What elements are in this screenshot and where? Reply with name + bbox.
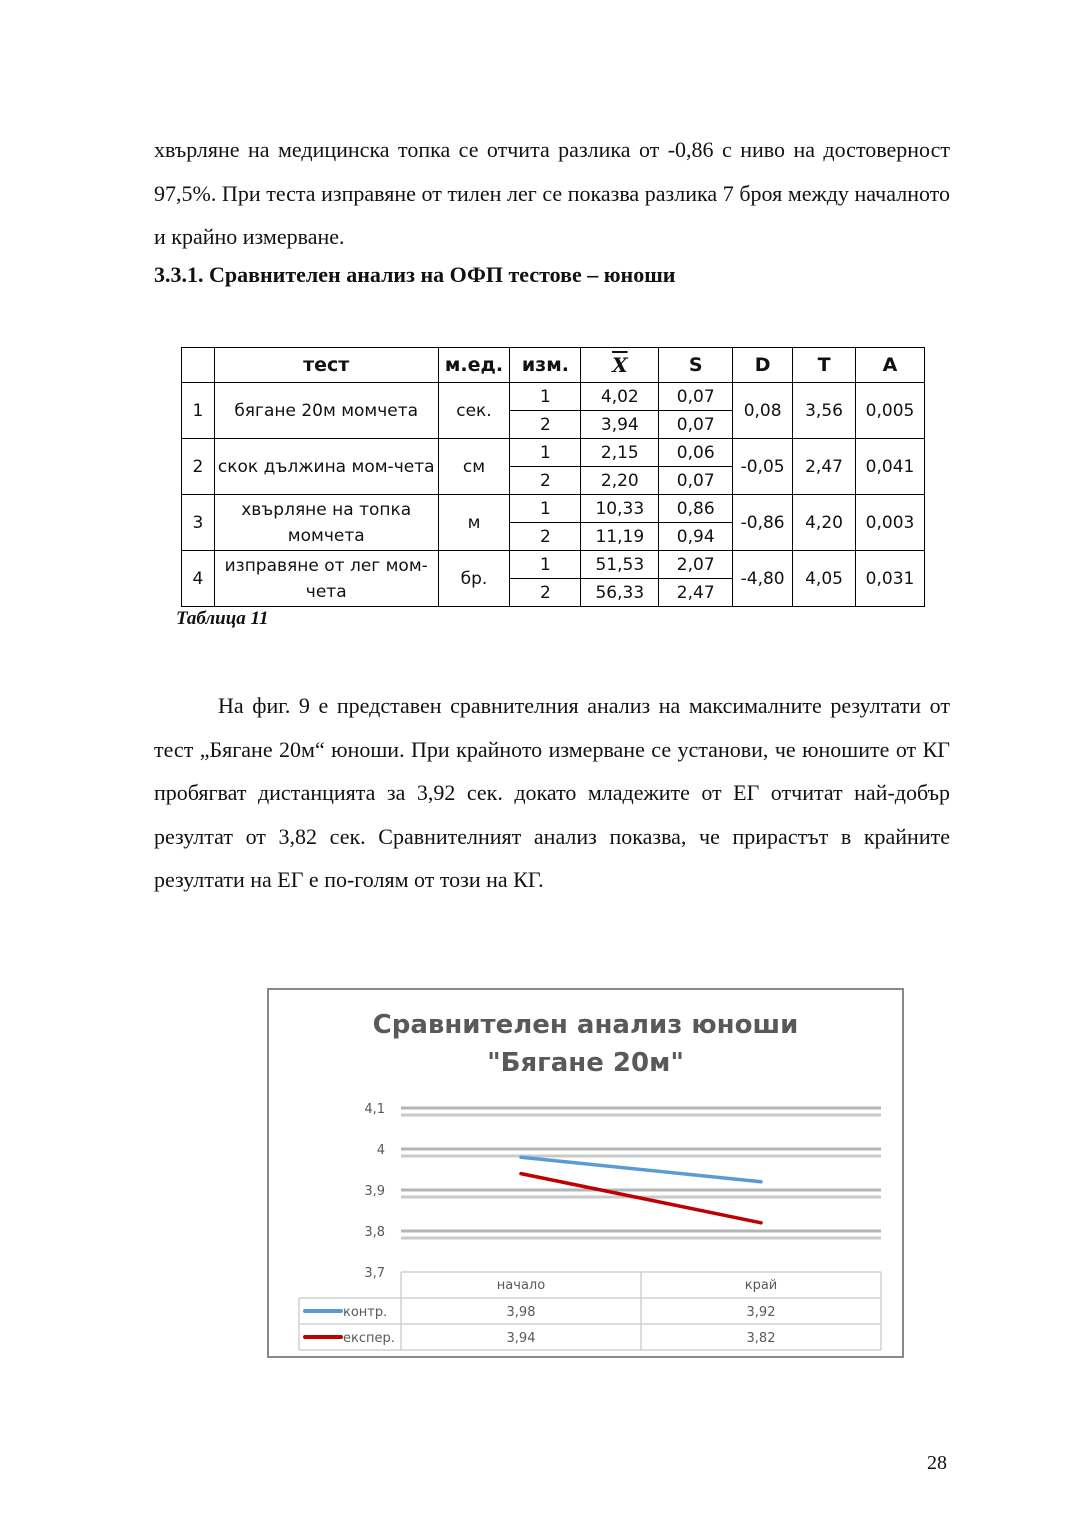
y-tick-label: 3,7 xyxy=(364,1266,385,1281)
row-measure: 2 xyxy=(510,411,581,439)
col-header-a: A xyxy=(856,348,925,383)
row-a: 0,041 xyxy=(856,439,925,495)
data-table-value: 3,94 xyxy=(506,1331,536,1346)
row-sd: 0,06 xyxy=(659,439,733,467)
row-num: 1 xyxy=(182,383,215,439)
row-mean: 11,19 xyxy=(581,523,659,551)
body-paragraph-2-text: На фиг. 9 е представен сравнителния анализ на максималните резултати от тест „Бягане 20м“ юноши. При крайното измерване се установи, че юношите от КГ пробягват дистанцията за 3,92 сек. докато младежите от ЕГ отчитат най-добър резултат от 3,82 сек. Сравнителният анализ показва, че прирастът в крайните резултати на ЕГ е по-голям от този на КГ. xyxy=(154,693,950,892)
row-num: 3 xyxy=(182,495,215,551)
y-tick-label: 4 xyxy=(376,1143,385,1158)
col-header-mean: $\overline{X}$ xyxy=(581,348,659,383)
line-chart xyxy=(267,988,904,1358)
y-tick-label: 4,1 xyxy=(364,1102,385,1117)
row-sd: 0,07 xyxy=(659,411,733,439)
row-unit: бр. xyxy=(438,551,510,607)
col-header-test: тест xyxy=(214,348,438,383)
col-header-d: D xyxy=(733,348,793,383)
chart-plot xyxy=(269,990,902,1356)
row-t: 2,47 xyxy=(793,439,856,495)
row-d: -0,05 xyxy=(733,439,793,495)
legend-label: експер. xyxy=(343,1331,395,1346)
row-sd: 0,86 xyxy=(659,495,733,523)
row-sd: 2,47 xyxy=(659,579,733,607)
row-sd: 0,07 xyxy=(659,467,733,495)
series-line-1 xyxy=(521,1157,761,1182)
row-measure: 1 xyxy=(510,383,581,411)
section-heading: 3.3.1. Сравнителен анализ на ОФП тестове – юноши xyxy=(154,262,676,287)
row-mean: 4,02 xyxy=(581,383,659,411)
row-t: 4,05 xyxy=(793,551,856,607)
row-a: 0,003 xyxy=(856,495,925,551)
col-header-s: S xyxy=(659,348,733,383)
row-measure: 1 xyxy=(510,551,581,579)
table-row xyxy=(182,383,925,411)
row-a: 0,031 xyxy=(856,551,925,607)
row-test: изправяне от лег мом-чета xyxy=(214,551,438,607)
chart-title-line-1: Сравнителен анализ юноши xyxy=(372,1010,799,1040)
col-header-measure: изм. xyxy=(510,348,581,383)
row-mean: 10,33 xyxy=(581,495,659,523)
page-number: 28 xyxy=(927,1452,947,1474)
row-d: 0,08 xyxy=(733,383,793,439)
row-sd: 2,07 xyxy=(659,551,733,579)
row-measure: 2 xyxy=(510,467,581,495)
data-table-value: 3,82 xyxy=(746,1331,776,1346)
row-unit: см xyxy=(438,439,510,495)
col-header-num xyxy=(182,348,215,383)
x-category-label: начало xyxy=(496,1278,546,1293)
row-unit: м xyxy=(438,495,510,551)
row-sd: 0,07 xyxy=(659,383,733,411)
row-t: 4,20 xyxy=(793,495,856,551)
row-measure: 2 xyxy=(510,579,581,607)
table-caption: Таблица 11 xyxy=(176,608,269,629)
row-test: бягане 20м момчета xyxy=(214,383,438,439)
data-table-value: 3,98 xyxy=(506,1305,536,1320)
x-category-label: край xyxy=(744,1278,778,1293)
col-header-unit: м.ед. xyxy=(438,348,510,383)
data-table-value: 3,92 xyxy=(746,1305,776,1320)
row-d: -0,86 xyxy=(733,495,793,551)
row-test: скок дължина мом-чета xyxy=(214,439,438,495)
legend-label: контр. xyxy=(343,1305,388,1320)
chart-title-line-2: "Бягане 20м" xyxy=(487,1048,684,1078)
results-table xyxy=(181,347,925,607)
body-paragraph-2 xyxy=(154,684,950,902)
row-measure: 1 xyxy=(510,495,581,523)
row-num: 2 xyxy=(182,439,215,495)
row-mean: 3,94 xyxy=(581,411,659,439)
table-row xyxy=(182,495,925,523)
y-tick-label: 3,8 xyxy=(364,1225,385,1240)
row-num: 4 xyxy=(182,551,215,607)
y-tick-label: 3,9 xyxy=(364,1184,385,1199)
row-mean: 2,15 xyxy=(581,439,659,467)
row-sd: 0,94 xyxy=(659,523,733,551)
row-measure: 1 xyxy=(510,439,581,467)
row-mean: 56,33 xyxy=(581,579,659,607)
col-header-t: T xyxy=(793,348,856,383)
table-header-row xyxy=(182,348,925,383)
row-t: 3,56 xyxy=(793,383,856,439)
table-row xyxy=(182,439,925,467)
table-row xyxy=(182,551,925,579)
row-measure: 2 xyxy=(510,523,581,551)
row-unit: сек. xyxy=(438,383,510,439)
body-paragraph-1: хвърляне на медицинска топка се отчита разлика от -0,86 с ниво на достоверност 97,5%. При теста изправяне от тилен лег се показва разлика 7 броя между началното и крайно измерване. xyxy=(154,137,950,249)
row-a: 0,005 xyxy=(856,383,925,439)
row-d: -4,80 xyxy=(733,551,793,607)
row-test: хвърляне на топка момчета xyxy=(214,495,438,551)
row-mean: 51,53 xyxy=(581,551,659,579)
row-mean: 2,20 xyxy=(581,467,659,495)
